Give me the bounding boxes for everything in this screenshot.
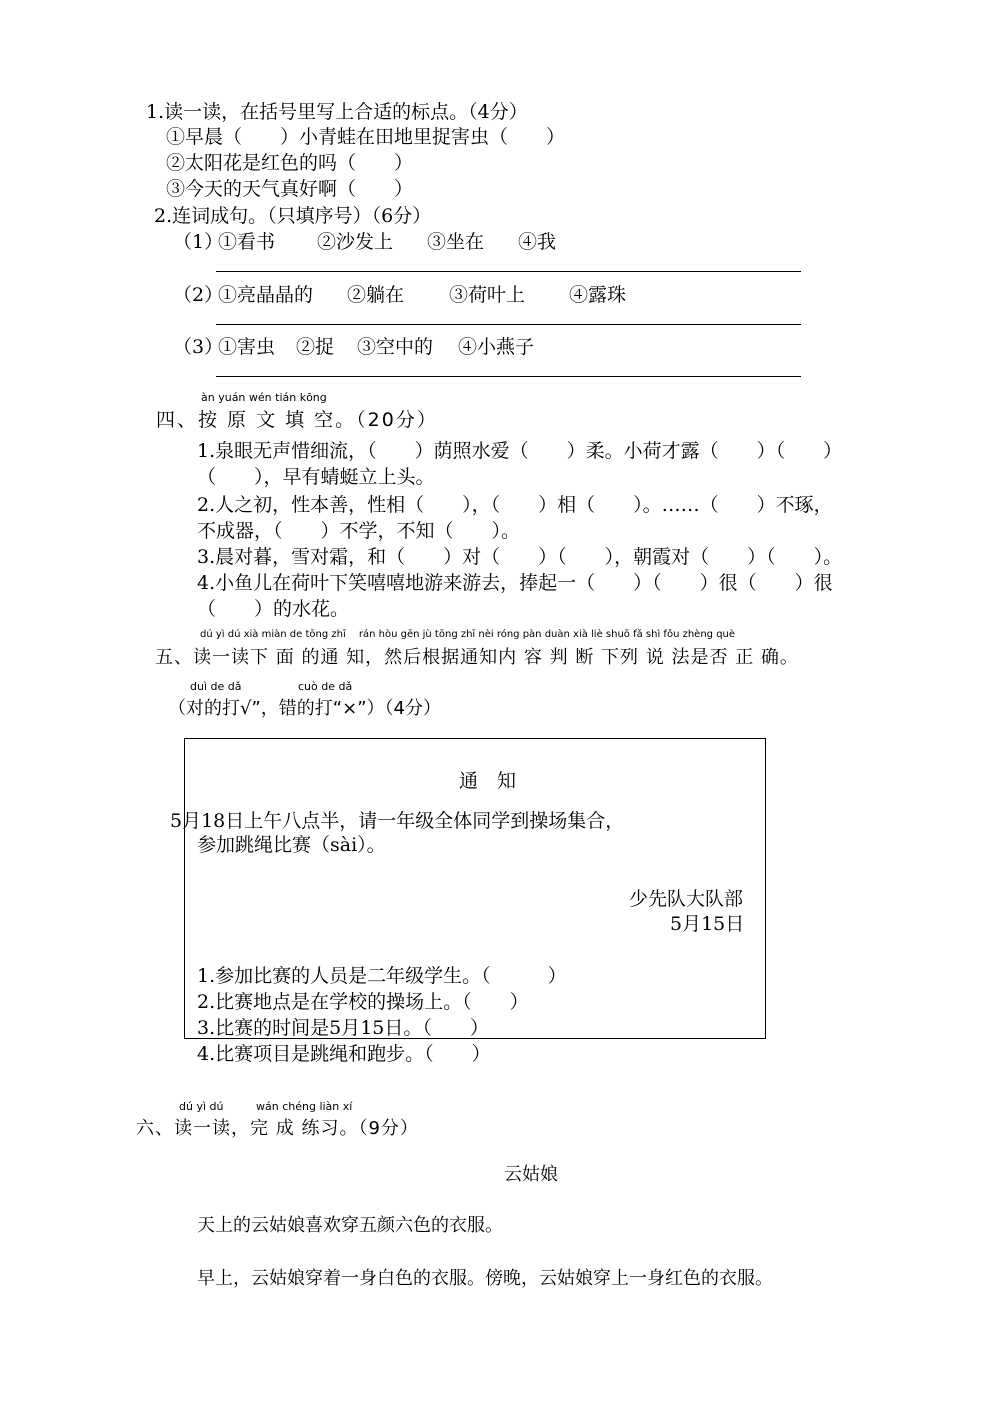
q2-item-2-word: ④露珠 <box>569 284 627 306</box>
section-6-pinyin: dú yì dú <box>179 1100 224 1113</box>
answer-line[interactable] <box>216 376 801 377</box>
notice-line: 5月18日上午八点半，请一年级全体同学到操场集合， <box>170 810 625 832</box>
section-4-line: （ ），早有蜻蜓立上头。 <box>197 466 435 488</box>
judge-question: 4.比赛项目是跳绳和跑步。（ ） <box>197 1043 491 1065</box>
section-4-pinyin: àn yuán wén tián kōng <box>201 391 327 404</box>
q2-item-2-word: ②躺在 <box>347 284 405 306</box>
section-6-pinyin: wán chéng liàn xí <box>256 1100 353 1113</box>
q2-item-3-word: ③空中的 <box>357 336 434 358</box>
q2-item-1-word: ②沙发上 <box>317 231 394 253</box>
notice-date: 5月15日 <box>670 913 745 935</box>
question-1-title: 1.读一读，在括号里写上合适的标点。（4分） <box>146 101 528 123</box>
q1-item-3: ③今天的天气真好啊（ ） <box>166 178 414 200</box>
section-4-line: 3.晨对暮，雪对霜，和（ ）对（ ）（ ），朝霞对（ ）（ ）。 <box>197 546 843 568</box>
section-4-line: 1.泉眼无声惜细流，（ ）荫照水爱（ ）柔。小荷才露（ ）（ ） <box>197 440 843 462</box>
answer-line[interactable] <box>216 271 801 272</box>
q2-item-2-num: （2） <box>173 284 224 306</box>
section-5-pinyin-correct: duì de dǎ <box>190 680 242 693</box>
story-title: 云姑娘 <box>504 1164 558 1185</box>
notice-title: 通 知 <box>459 770 517 792</box>
section-5-heading: 五、读一读下 面 的通 知，然后根据通知内 容 判 断 下列 说 法是否 正 确。 <box>155 647 799 668</box>
notice-line: 参加跳绳比赛（sài）。 <box>197 834 386 856</box>
section-4-line: 不成器，（ ）不学，不知（ ）。 <box>197 520 521 542</box>
section-6-heading: 六、读一读，完 成 练习。（9分） <box>136 1118 419 1139</box>
answer-line[interactable] <box>216 324 801 325</box>
section-5-pinyin-wrong: cuò de dǎ <box>298 680 353 693</box>
q2-item-3-word: ②捉 <box>296 336 335 358</box>
q2-item-3-word: ④小燕子 <box>458 336 535 358</box>
q2-item-2-word: ③荷叶上 <box>449 284 526 306</box>
question-2-title: 2.连词成句。（只填序号）（6分） <box>154 205 432 227</box>
q1-item-2: ②太阳花是红色的吗（ ） <box>166 152 414 174</box>
q2-item-3-word: ①害虫 <box>218 336 276 358</box>
section-4-line: 2.人之初，性本善，性相（ ），（ ）相（ ）。……（ ）不琢， <box>197 494 833 516</box>
story-paragraph: 早上，云姑娘穿着一身白色的衣服。傍晚，云姑娘穿上一身红色的衣服。 <box>197 1268 773 1289</box>
section-5-subheading: （对的打√”，错的打“×”）（4分） <box>168 698 441 719</box>
q2-item-3-num: （3） <box>173 336 224 358</box>
section-4-line: （ ）的水花。 <box>197 598 350 620</box>
notice-signature: 少先队大队部 <box>629 888 744 910</box>
q1-item-1: ①早晨（ ）小青蛙在田地里捉害虫（ ） <box>166 126 566 148</box>
q2-item-2-word: ①亮晶晶的 <box>218 284 314 306</box>
q2-item-1-num: （1） <box>173 231 224 253</box>
q2-item-1-word: ①看书 <box>218 231 276 253</box>
judge-question: 1.参加比赛的人员是二年级学生。（ ） <box>197 965 567 987</box>
q2-item-1-word: ④我 <box>518 231 557 253</box>
section-5-pinyin: dú yì dú xià miàn de tōng zhī rán hòu gēn jù tōng zhī nèi róng pàn duàn xià liè shuō fǎ shì fǒu zhèng què <box>200 629 736 640</box>
section-4-heading: 四、按 原 文 填 空。（20分） <box>156 409 438 431</box>
q2-item-1-word: ③坐在 <box>427 231 485 253</box>
section-4-line: 4.小鱼儿在荷叶下笑嘻嘻地游来游去，捧起一（ ）（ ）很（ ）很 <box>197 572 833 594</box>
story-paragraph: 天上的云姑娘喜欢穿五颜六色的衣服。 <box>197 1215 503 1236</box>
judge-question: 2.比赛地点是在学校的操场上。（ ） <box>197 991 529 1013</box>
judge-question: 3.比赛的时间是5月15日。（ ） <box>197 1017 489 1039</box>
